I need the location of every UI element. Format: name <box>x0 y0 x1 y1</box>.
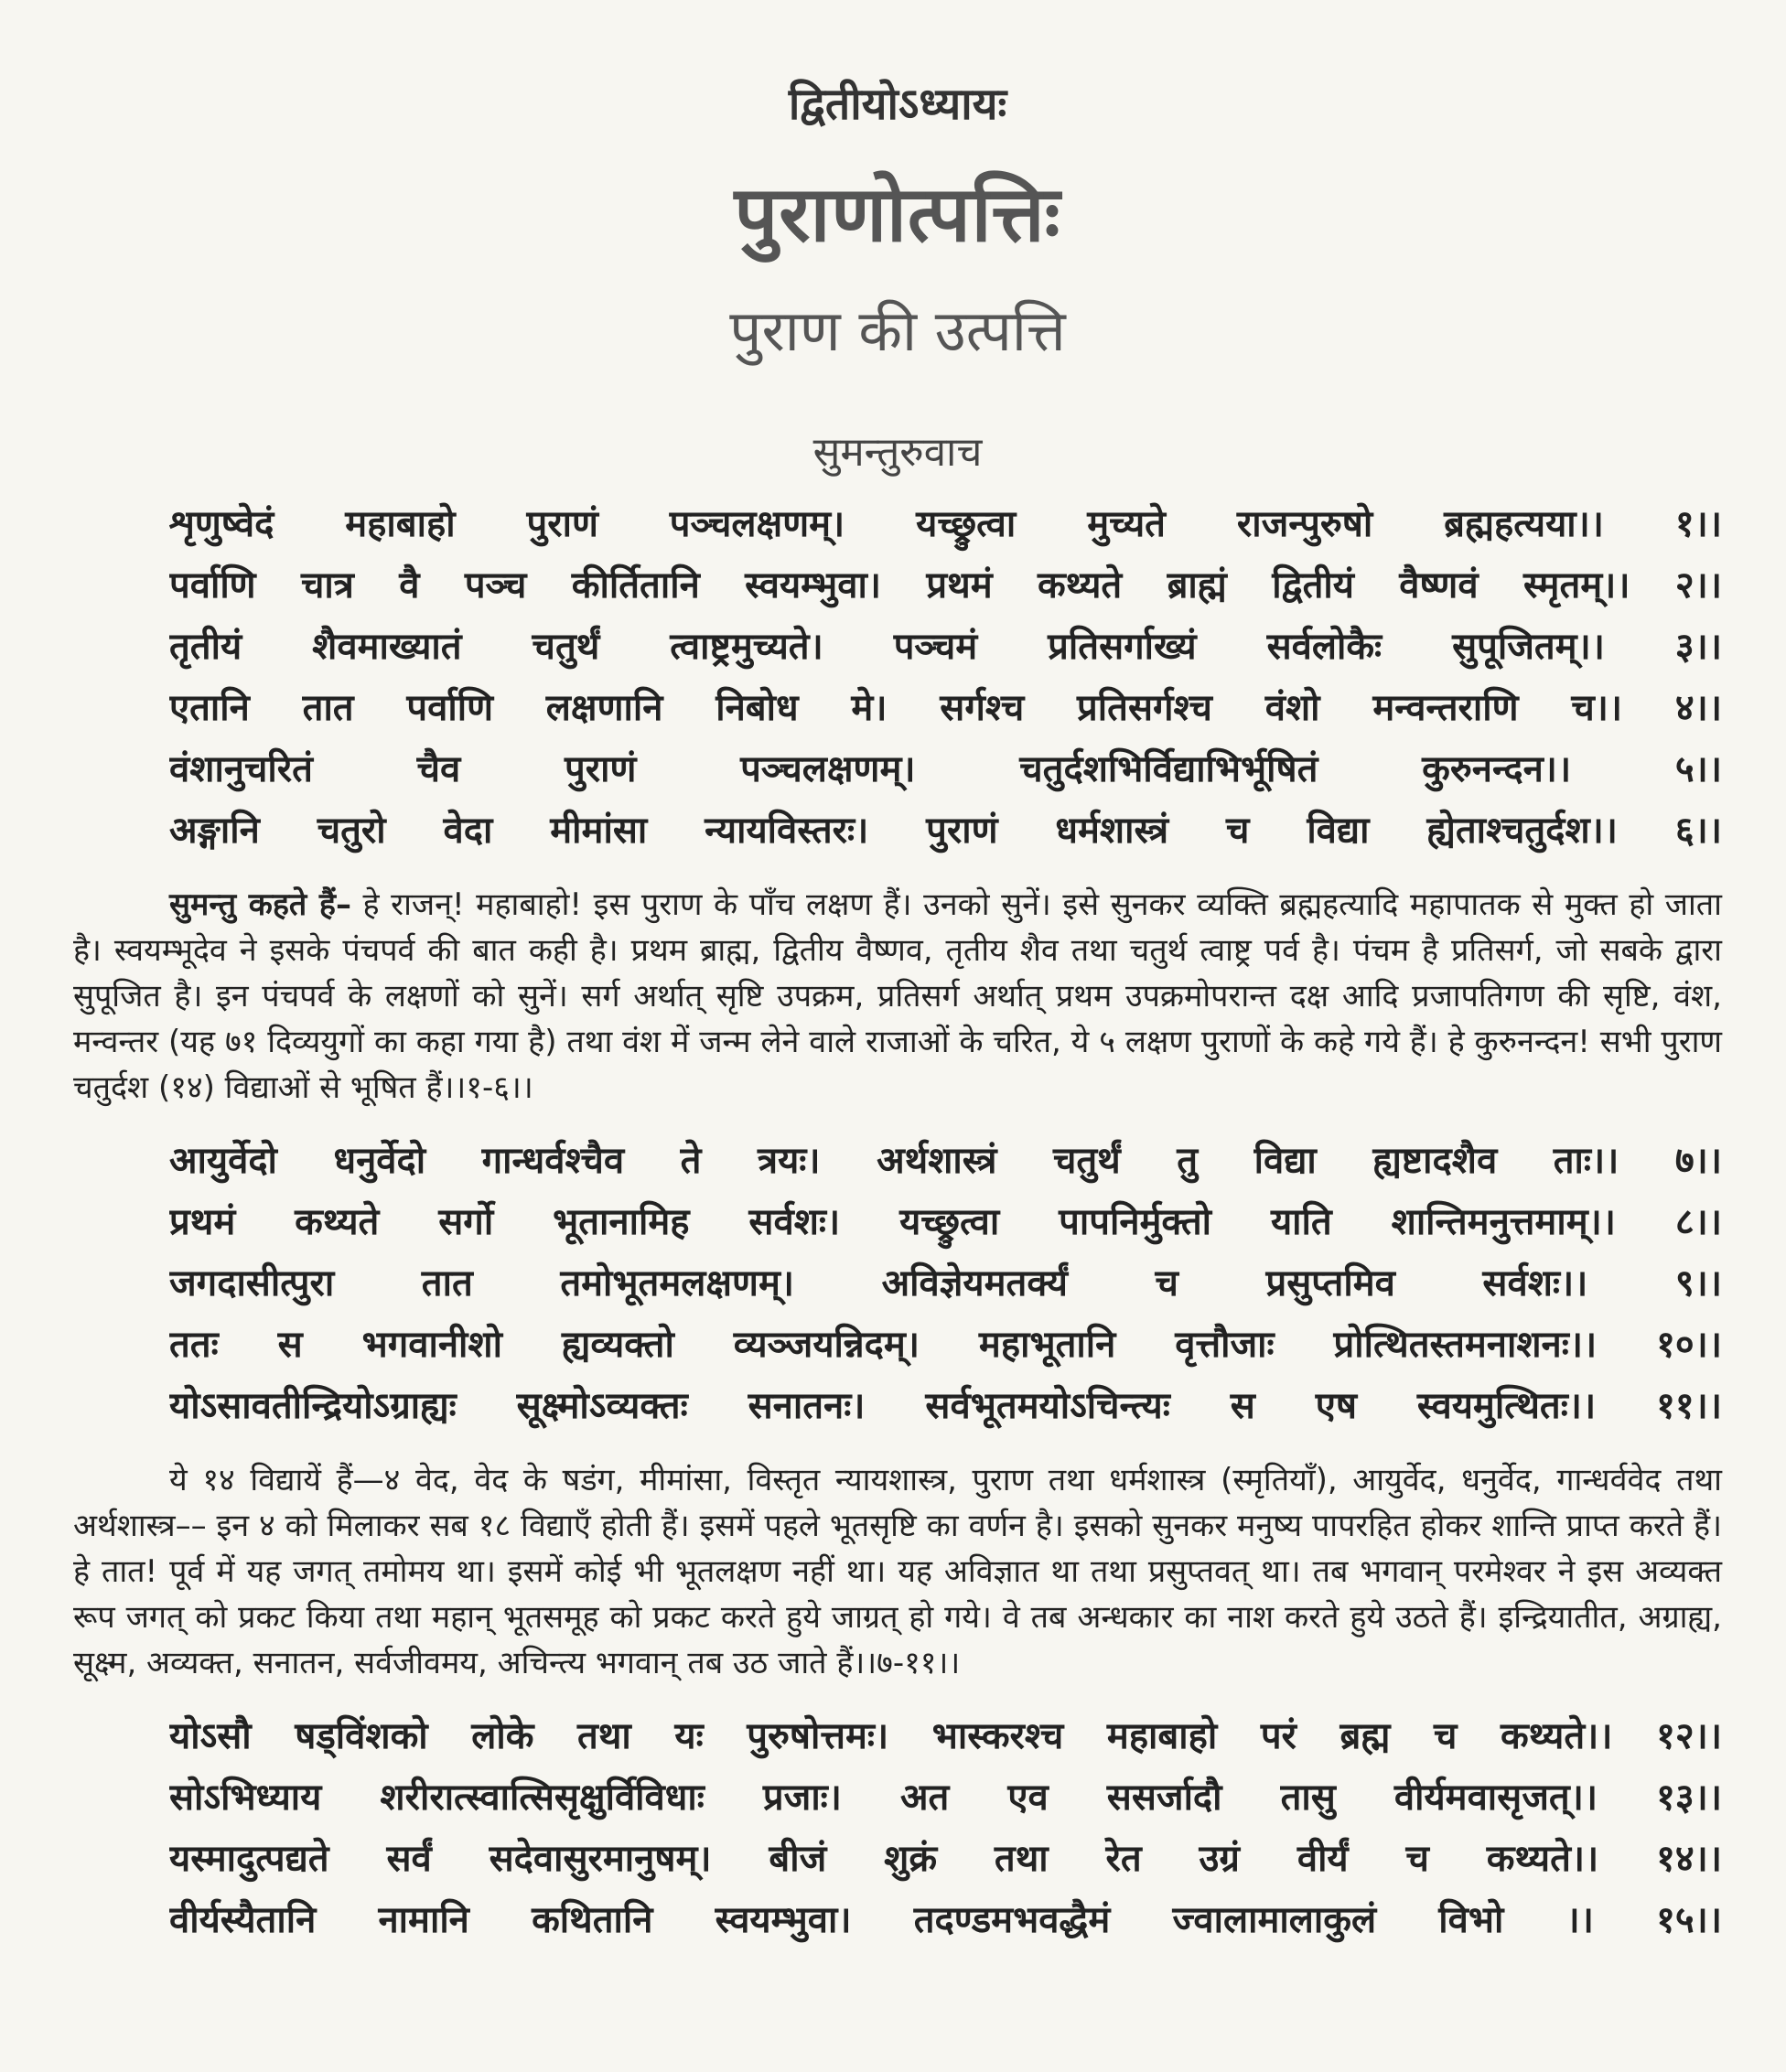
verse-3: तृतीयं शैवमाख्यातं चतुर्थं त्वाष्ट्रमुच्यते। पञ्चमं प्रतिसर्गाख्यं सर्वलोकैः सुपूजितम्।। ३।। <box>169 626 1722 668</box>
verse-11: योऽसावतीन्द्रियोऽग्राह्यः सूक्ष्मोऽव्यक्तः सनातनः। सर्वभूतमयोऽचिन्त्यः स एष स्वयमुत्थितः।। ११।। <box>169 1385 1722 1427</box>
verse-1: शृणुष्वेदं महाबाहो पुराणं पञ्चलक्षणम्। यच्छ्रुत्वा मुच्यते राजन्पुरुषो ब्रह्महत्यया।। १।। <box>169 503 1722 545</box>
verse-9: जगदासीत्पुरा तात तमोभूतमलक्षणम्। अविज्ञेयमतर्क्यं च प्रसुप्तमिव सर्वशः।। ९।। <box>169 1262 1722 1304</box>
verse-15: वीर्यस्यैतानि नामानि कथितानि स्वयम्भुवा। तदण्डमभवद्धैमं ज्वालामालाकुलं विभो ।। १५।। <box>169 1899 1722 1941</box>
verse-group-1 <box>169 494 1722 862</box>
verse-4: एतानि तात पर्वाणि लक्षणानि निबोध मे। सर्गश्च प्रतिसर्गश्च वंशो मन्वन्तराणि च।। ४।। <box>169 687 1722 729</box>
verse-2: पर्वाणि चात्र वै पञ्च कीर्तितानि स्वयम्भुवा। प्रथमं कथ्यते ब्राह्मं द्वितीयं वैष्णवं स्मृतम्।। २।। <box>169 564 1722 607</box>
speaker-heading: सुमन्तुरुवाच <box>812 429 983 476</box>
verse-10: ततः स भगवानीशो ह्यव्यक्तो व्यञ्जयन्निदम्। महाभूतानि वृत्तौजाः प्रोत्थितस्तमनाशनः।। १०।। <box>169 1324 1722 1366</box>
commentary-1-text: हे राजन्! महाबाहो! इस पुराण के पाँच लक्षण हैं। उनको सुनें। इसे सुनकर व्यक्ति ब्रह्महत्यादि महापातक से मुक्त हो जाता है। स्वयम्भूदेव ने इसके पंचपर्व की बात कही है। प्रथम ब्राह्म, द्वितीय वैष्णव, तृतीय शैव तथा चतुर्थ त्वाष्ट्र पर्व है। पंचम है प्रतिसर्ग, जो सबके द्वारा सुपूजित है। इन पंचपर्व के लक्षणों को सुनें। सर्ग अर्थात् सृष्टि उपक्रम, प्रतिसर्ग अर्थात् प्रथम उपक्रमोपरान्त दक्ष आदि प्रजापतिगण की सृष्टि, वंश, मन्वन्तर (यह ७१ दिव्ययुगों का कहा गया है) तथा वंश में जन्म लेने वाले राजाओं के चरित, ये ५ लक्षण पुराणों के कहे गये हैं। हे कुरुनन्दन! सभी पुराण चतुर्दश (१४) विद्याओं से भूषित हैं।।१-६।। <box>73 886 1722 1106</box>
verse-5: वंशानुचरितं चैव पुराणं पञ्चलक्षणम्। चतुर्दशभिर्विद्याभिर्भूषितं कुरुनन्दन।। ५।। <box>169 748 1722 790</box>
commentary-1-lead: सुमन्तु कहते हैं– <box>169 886 351 923</box>
page-title: पुराणोत्पत्तिः <box>734 169 1061 259</box>
verse-group-2 <box>169 1131 1722 1437</box>
commentary-1 <box>73 882 1722 1111</box>
verse-13: सोऽभिध्याय शरीरात्स्वात्सिसृक्षुर्विविधाः प्रजाः। अत एव ससर्जादौ तासु वीर्यमवासृजत्।। १३।। <box>169 1777 1722 1819</box>
verse-12: योऽसौ षड्विंशको लोके तथा यः पुरुषोत्तमः। भास्करश्च महाबाहो परं ब्रह्म च कथ्यते।। १२।। <box>169 1715 1722 1757</box>
verse-6: अङ्गानि चतुरो वेदा मीमांसा न्यायविस्तरः। पुराणं धर्मशास्त्रं च विद्या ह्येताश्चतुर्दश।। ६।। <box>169 810 1722 852</box>
verse-8: प्रथमं कथ्यते सर्गो भूतानामिह सर्वशः। यच्छ्रुत्वा पापनिर्मुक्तो याति शान्तिमनुत्तमाम्।। ८।। <box>169 1201 1722 1243</box>
page-subtitle: पुराण की उत्पत्ति <box>729 297 1066 364</box>
commentary-2-text: ये १४ विद्यायें हैं—४ वेद, वेद के षडंग, मीमांसा, विस्तृत न्यायशास्त्र, पुराण तथा धर्मशास्त्र (स्मृतियाँ), आयुर्वेद, धनुर्वेद, गान्धर्ववेद तथा अर्थशास्त्र–– इन ४ को मिलाकर सब १८ विद्याएँ होती हैं। इसमें पहले भूतसृष्टि का वर्णन है। इसको सुनकर मनुष्य पापरहित होकर शान्ति प्राप्त करते हैं। हे तात! पूर्व में यह जगत् तमोमय था। इसमें कोई भी भूतलक्षण नहीं था। यह अविज्ञात था तथा प्रसुप्तवत् था। तब भगवान् परमेश्वर ने इस अव्यक्त रूप जगत् को प्रकट किया तथा महान् भूतसमूह को प्रकट करते हुये जाग्रत् हो गये। वे तब अन्धकार का नाश करते हुये उठते हैं। इन्द्रियातीत, अग्राह्य, सूक्ष्म, अव्यक्त, सनातन, सर्वजीवमय, अचिन्त्य भगवान् तब उठ जाते हैं।।७-११।। <box>73 1462 1722 1681</box>
verse-14: यस्मादुत्पद्यते सर्वं सदेवासुरमानुषम्। बीजं शुक्रं तथा रेत उग्रं वीर्यं च कथ्यते।। १४।। <box>169 1838 1722 1880</box>
chapter-heading: द्वितीयोऽध्यायः <box>788 79 1007 130</box>
verse-7: आयुर्वेदो धनुर्वेदो गान्धर्वश्चैव ते त्रयः। अर्थशास्त्रं चतुर्थं तु विद्या ह्यष्टादशैव ताः।। ७।। <box>169 1140 1722 1182</box>
commentary-2 <box>73 1457 1722 1686</box>
verse-group-3 <box>169 1706 1722 1951</box>
